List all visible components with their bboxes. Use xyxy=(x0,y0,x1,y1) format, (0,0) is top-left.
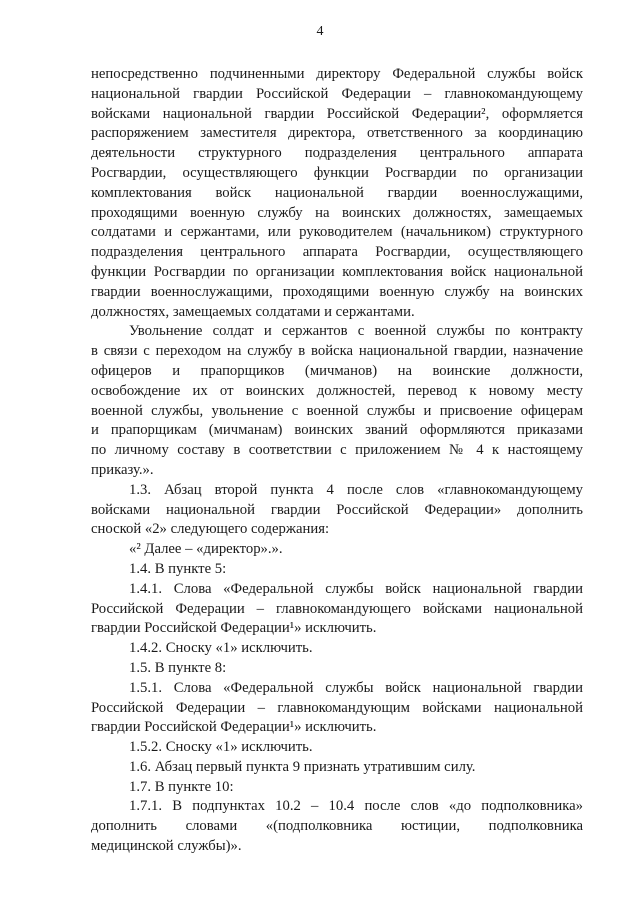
text-line: 1.4.2. Сноску «1» исключить. xyxy=(129,640,313,657)
text-line: «² Далее – «директор».». xyxy=(129,541,283,558)
text-line: медицинской службы)». xyxy=(91,838,242,855)
text-line: 1.5.1. Слова «Федеральной службы войск национальной гвардии xyxy=(129,679,583,696)
text-line: деятельности структурного подразделения центрального аппарата xyxy=(91,145,583,162)
text-line: 1.4. В пункте 5: xyxy=(129,560,227,577)
text-line: гвардии Российской Федерации¹» исключить. xyxy=(91,719,377,736)
text-line: дополнить словами «(подполковника юстиции, подполковника xyxy=(91,818,583,835)
text-line: должностях, замещаемых солдатами и сержантами. xyxy=(91,303,415,320)
text-line: войсками национальной гвардии Российской Федерации², оформляется xyxy=(91,105,583,122)
text-line: и прапорщикам (мичманам) воинских званий оформляются приказами xyxy=(91,422,583,439)
text-line: 1.6. Абзац первый пункта 9 признать утратившим силу. xyxy=(129,758,476,775)
text-line: Российской Федерации – главнокомандующего войсками национальной xyxy=(91,600,583,617)
text-line: солдатами и сержантами, или руководителем (начальником) структурного xyxy=(91,224,583,241)
text-line: непосредственно подчиненными директору Федеральной службы войск xyxy=(91,66,583,82)
text-line: приказу.». xyxy=(91,461,154,478)
text-line: сноской «2» следующего содержания: xyxy=(91,521,330,538)
text-line: Увольнение солдат и сержантов с военной службы по контракту xyxy=(129,323,583,340)
text-line: гвардии Российской Федерации¹» исключить. xyxy=(91,620,377,637)
text-line: освобождение их от воинских должностей, перевод к новому месту xyxy=(91,382,583,399)
text-line: Росгвардии, осуществляющего функции Росгвардии по организации xyxy=(91,164,583,181)
text-line: 1.5.2. Сноску «1» исключить. xyxy=(129,739,313,756)
text-line: проходящими военную службу на воинских должностях, замещаемых xyxy=(91,204,583,221)
text-line: гвардии военнослужащими, проходящими военную службу на воинских xyxy=(91,283,583,300)
text-line: 1.4.1. Слова «Федеральной службы войск национальной гвардии xyxy=(129,580,583,597)
text-line: 1.3. Абзац второй пункта 4 после слов «главнокомандующему xyxy=(129,481,583,498)
text-line: офицеров и прапорщиков (мичманов) на воинские должности, xyxy=(91,362,583,379)
text-line: Российской Федерации – главнокомандующим войсками национальной xyxy=(91,699,583,716)
text-line: в связи с переходом на службу в войска национальной гвардии, назначение xyxy=(91,343,583,360)
text-line: национальной гвардии Российской Федерации – главнокомандующему xyxy=(91,85,583,102)
document-body xyxy=(91,65,583,857)
page-number: 4 xyxy=(316,24,324,39)
text-line: войсками национальной гвардии Российской Федерации» дополнить xyxy=(91,501,583,518)
text-line: подразделения центрального аппарата Росгвардии, осуществляющего xyxy=(91,244,583,261)
text-line: 1.7.1. В подпунктах 10.2 – 10.4 после слов «до подполковника» xyxy=(129,798,583,815)
text-line: распоряжением заместителя директора, ответственного за координацию xyxy=(91,125,583,142)
text-line: 1.7. В пункте 10: xyxy=(129,778,234,795)
text-line: 1.5. В пункте 8: xyxy=(129,659,227,676)
text-line: военной службы, увольнение с военной службы и присвоение офицерам xyxy=(91,402,583,419)
text-line: по личному составу в соответствии с приложением № 4 к настоящему xyxy=(91,442,583,459)
text-line: функции Росгвардии по организации комплектования войск национальной xyxy=(91,263,583,280)
text-line: комплектования войск национальной гвардии военнослужащими, xyxy=(91,184,583,201)
